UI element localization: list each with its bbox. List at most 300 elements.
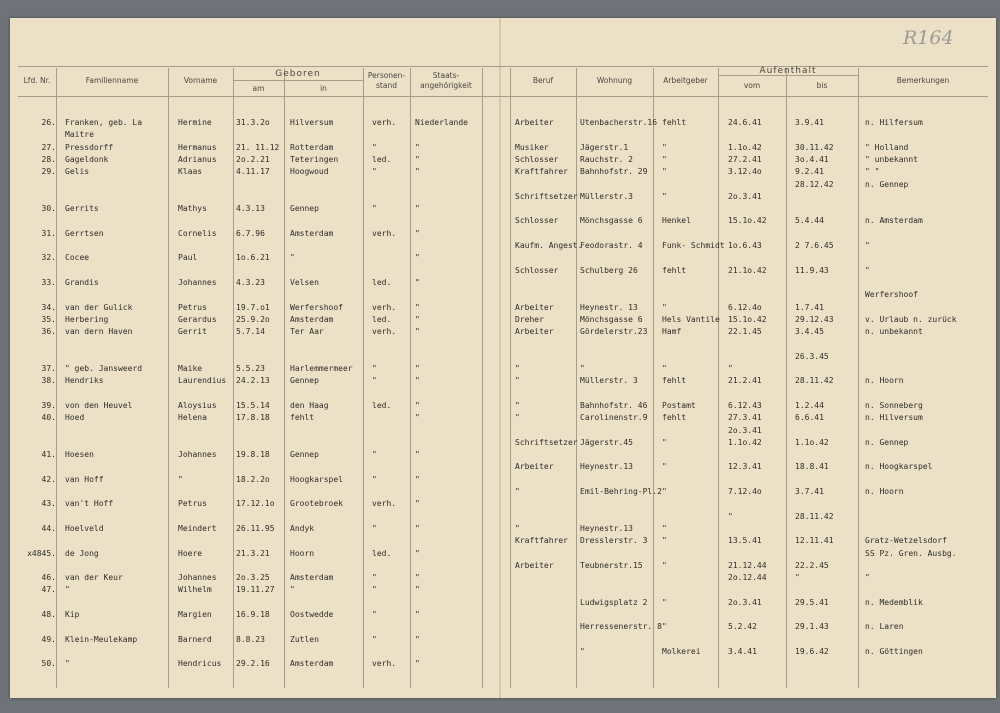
cell-in: Andyk	[290, 523, 315, 533]
cell-arbeitgeber: "	[662, 437, 667, 447]
cell-arbeitgeber: fehlt	[662, 413, 687, 423]
cell-name: Gelis	[65, 167, 90, 177]
cell-name: von den Heuvel	[65, 400, 133, 410]
cell-vorname: Barnerd	[178, 634, 212, 644]
cell-staat: "	[415, 548, 420, 558]
cell-vom: 5.2.42	[728, 622, 757, 632]
cell-wohnung: Rauchstr. 2	[580, 154, 633, 164]
cell-beruf: "	[515, 523, 520, 533]
cell-wohnung: Emil-Behring-Pl.2	[580, 487, 662, 496]
cell-in: Rotterdam	[290, 142, 334, 152]
cell-wohnung: Feodorastr. 4	[580, 241, 643, 250]
cell-bem: n. Gennep	[865, 437, 909, 447]
header-beruf: Beruf	[532, 76, 554, 85]
cell-bis: 18.8.41	[795, 462, 829, 472]
col-sep	[410, 68, 411, 688]
cell-vorname: Mathys	[178, 204, 207, 214]
cell-stand: verh.	[372, 659, 397, 669]
cell-stand: verh.	[372, 499, 397, 509]
cell-vom: 6.12.43	[728, 400, 762, 410]
cell-staat: "	[415, 253, 420, 263]
cell-arbeitgeber: "	[662, 191, 667, 201]
cell-arbeitgeber: "	[662, 167, 667, 177]
cell-staat: "	[415, 610, 420, 619]
cell-name: van dern Haven	[65, 327, 133, 337]
cell-nr: 42.	[41, 474, 56, 484]
header-lfd-nr: Lfd. Nr.	[23, 76, 51, 85]
cell-in: Zutlen	[290, 634, 319, 644]
cell-wohnung: Utenbacherstr.16	[580, 118, 658, 127]
cell-nr: 49.	[41, 634, 56, 644]
cell-nr: 43.	[41, 499, 56, 509]
cell-bem: "	[865, 241, 870, 250]
cell-vom: 24.6.41	[728, 118, 762, 127]
cell-vom: 2o.12.44	[728, 573, 767, 583]
cell-bis: 5.4.44	[795, 216, 824, 226]
cell-bem: n. Hoorn	[865, 376, 904, 386]
cell-nr: 31.	[41, 228, 56, 238]
cell-arbeitgeber: "	[662, 302, 667, 312]
cell-stand: "	[372, 376, 377, 386]
cell-staat: "	[415, 142, 420, 152]
col-sep	[168, 68, 169, 688]
cell-in: Hoogwoud	[290, 167, 329, 177]
cell-bem: n. Hoogkarspel	[865, 462, 933, 472]
cell-vom: 21.2.41	[728, 376, 762, 386]
cell-nr: 48.	[41, 610, 56, 619]
cell-vom: 15.1o.42	[728, 314, 767, 324]
cell-nr: 44.	[41, 523, 56, 533]
cell-arbeitgeber: "	[662, 462, 667, 472]
cell-wohnung: Gördelerstr.23	[580, 327, 648, 337]
cell-in: Hilversum	[290, 118, 334, 127]
cell-staat: "	[415, 327, 420, 337]
cell-nr: 36.	[41, 327, 56, 337]
cell-staat: "	[415, 585, 420, 595]
cell-staat: "	[415, 376, 420, 386]
cell-am: 8.8.23	[236, 634, 265, 644]
cell-bis: 3.4.45	[795, 327, 824, 337]
cell-staat: "	[415, 413, 420, 423]
header-arbeitgeber: Arbeitgeber	[663, 76, 708, 85]
cell-bis: 19.6.42	[795, 646, 829, 656]
cell-nr: 30.	[41, 204, 56, 214]
cell-beruf: Musiker	[515, 142, 549, 152]
cell-beruf: Arbeiter	[515, 302, 554, 312]
cell-bis: 2 7.6.45	[795, 241, 834, 250]
col-sep	[576, 68, 577, 688]
cell-wohnung: Müllerstr.3	[580, 191, 633, 201]
cell-beruf: "	[515, 487, 520, 496]
cell-vorname: Johannes	[178, 450, 217, 460]
cell-am: 4.3.13	[236, 204, 265, 214]
cell-vom: 22.1.45	[728, 327, 762, 337]
cell-vorname: "	[178, 474, 183, 484]
cell-arbeitgeber: Molkerei	[662, 646, 701, 656]
cell-name: Gerrtsen	[65, 228, 104, 238]
cell-bem: " unbekannt	[865, 154, 918, 164]
cell-beruf: Schriftsetzer	[515, 191, 578, 201]
cell-stand: "	[372, 364, 377, 373]
cell-vorname: Johannes	[178, 573, 217, 583]
cell-beruf: Kraftfahrer	[515, 167, 568, 177]
cell-beruf: Kraftfahrer	[515, 536, 568, 546]
cell-vorname: Cornelis	[178, 228, 217, 238]
cell-staat: "	[415, 474, 420, 484]
cell-vom: 3.4.41	[728, 646, 757, 656]
cell-in: Teteringen	[290, 154, 339, 164]
cell-arbeitgeber: Postamt	[662, 400, 696, 410]
cell-arbeitgeber: "	[662, 487, 667, 496]
cell-vorname: Hermine	[178, 118, 212, 127]
cell-nr: 41.	[41, 450, 56, 460]
cell-staat: "	[415, 573, 420, 583]
cell-vom: "	[728, 364, 733, 373]
cell-wohnung: Heynestr.13	[580, 462, 633, 472]
cell-in: Amsterdam	[290, 314, 334, 324]
cell-vorname: Margien	[178, 610, 212, 619]
cell-in: Velsen	[290, 277, 319, 287]
cell-bis: 12.11.41	[795, 536, 834, 546]
cell-vorname: Meindert	[178, 523, 217, 533]
cell-nr: 37.	[41, 364, 56, 373]
cell-wohnung: Müllerstr. 3	[580, 376, 638, 386]
header-personenstand-2: stand	[376, 81, 397, 90]
cell-bis: 6.6.41	[795, 413, 824, 423]
cell-am: 5.5.23	[236, 364, 265, 373]
cell-in: Oostwedde	[290, 610, 334, 619]
cell-stand: verh.	[372, 118, 397, 127]
col-sep	[233, 68, 234, 688]
cell-in: Amsterdam	[290, 228, 334, 238]
cell-stand: led.	[372, 277, 392, 287]
col-sep	[653, 68, 654, 688]
cell-arbeitgeber: "	[662, 523, 667, 533]
cell-bis: 29.1.43	[795, 622, 829, 632]
cell-bis: 29.5.41	[795, 597, 829, 607]
cell-vorname: Helena	[178, 413, 207, 423]
cell-bem: Gratz-Wetzelsdorf	[865, 536, 947, 546]
cell-beruf: Schlosser	[515, 216, 559, 226]
cell-vorname: Gerardus	[178, 314, 217, 324]
cell-in: Werfershoof	[290, 302, 343, 312]
cell-nr: 46.	[41, 573, 56, 583]
cell-staat: "	[415, 314, 420, 324]
cell-in: Amsterdam	[290, 659, 334, 669]
cell-vorname: Hoere	[178, 548, 203, 558]
cell-stand: "	[372, 523, 377, 533]
cell-vorname: Gerrit	[178, 327, 207, 337]
cell-stand: verh.	[372, 228, 397, 238]
cell-am: 2o.3.25	[236, 573, 270, 583]
cell-name: "	[65, 659, 70, 669]
cell-arbeitgeber: "	[662, 536, 667, 546]
cell-am: 16.9.18	[236, 610, 270, 619]
cell-am: 4.11.17	[236, 167, 270, 177]
cell-stand: "	[372, 474, 377, 484]
cell-stand: "	[372, 585, 377, 595]
cell-am: 24.2.13	[236, 376, 270, 386]
cell-arbeitgeber: fehlt	[662, 265, 687, 275]
pencil-note: R164	[903, 27, 954, 49]
cell-stand: led.	[372, 314, 392, 324]
cell-vom: 1o.6.43	[728, 241, 762, 250]
cell-bis: 9.2.41	[795, 167, 824, 177]
cell-bis: 1.1o.42	[795, 437, 829, 447]
cell-bem: v. Urlaub n. zurück	[865, 314, 957, 324]
cell-staat: "	[415, 364, 420, 373]
col-sep	[858, 68, 859, 688]
cell-in: Gennep	[290, 204, 319, 214]
cell-arbeitgeber: "	[662, 142, 667, 152]
cell-am: 17.8.18	[236, 413, 270, 423]
cell-vorname: Petrus	[178, 499, 207, 509]
cell-bis: 28.11.42	[795, 376, 834, 386]
cell-stand: "	[372, 573, 377, 583]
col-sep	[786, 68, 787, 688]
cell-am: 19.7.o1	[236, 302, 270, 312]
cell-vom: 27.3.41	[728, 413, 762, 423]
cell-wohnung: Dresslerstr. 3	[580, 536, 648, 546]
cell-am: 25.9.2o	[236, 314, 270, 324]
cell-staat: "	[415, 167, 420, 177]
cell-in: Hoogkarspel	[290, 474, 343, 484]
cell-arbeitgeber: fehlt	[662, 118, 687, 127]
cell-name: Hoesen	[65, 450, 94, 460]
cell-beruf: Arbeiter	[515, 560, 554, 570]
cell-in: "	[290, 585, 295, 595]
cell-stand: verh.	[372, 327, 397, 337]
cell-name: Cocee	[65, 253, 90, 263]
cell-staat: "	[415, 302, 420, 312]
cell-vorname: Petrus	[178, 302, 207, 312]
cell-name: Grandis	[65, 277, 99, 287]
cell-arbeitgeber: fehlt	[662, 376, 687, 386]
cell-stand: "	[372, 450, 377, 460]
cell-arbeitgeber: "	[662, 560, 667, 570]
cell-arbeitgeber: "	[662, 364, 667, 373]
cell-bem: n. Sonneberg	[865, 400, 923, 410]
cell-vom: 2o.3.41	[728, 425, 762, 435]
cell-nr: 40.	[41, 413, 56, 423]
cell-vom: 7.12.4o	[728, 487, 762, 496]
cell-name: " geb. Jansweerd	[65, 364, 143, 373]
page-fold	[499, 18, 501, 698]
cell-bis: 29.12.43	[795, 314, 834, 324]
cell-staat: "	[415, 154, 420, 164]
cell-bem: "	[865, 573, 870, 583]
header-familienname: Familienname	[85, 76, 139, 85]
header-staats-1: Staats-	[432, 71, 460, 80]
cell-wohnung: "	[580, 364, 585, 373]
cell-vorname: Maike	[178, 364, 203, 373]
cell-beruf: Kaufm. Angest.	[515, 241, 583, 250]
cell-name: Gageldonk	[65, 154, 109, 164]
cell-beruf: "	[515, 376, 520, 386]
cell-am: 19.8.18	[236, 450, 270, 460]
cell-in: Amsterdam	[290, 573, 334, 583]
cell-staat: "	[415, 523, 420, 533]
cell-vom: 2o.3.41	[728, 597, 762, 607]
cell-vom: 3.12.4o	[728, 167, 762, 177]
cell-bem: " Holland	[865, 142, 909, 152]
cell-beruf: Arbeiter	[515, 118, 554, 127]
cell-vom: 27.2.41	[728, 154, 762, 164]
cell-am: 6.7.96	[236, 228, 265, 238]
cell-in: Harlemmermeer	[290, 364, 353, 373]
cell-bis: 28.11.42	[795, 511, 834, 521]
cell-nr: 27.	[41, 142, 56, 152]
document-sheet	[10, 18, 996, 698]
cell-vorname: Paul	[178, 253, 198, 263]
cell-arbeitgeber: Henkel	[662, 216, 691, 226]
cell-beruf: Schlosser	[515, 154, 559, 164]
cell-wohnung: Ludwigsplatz 2	[580, 597, 648, 607]
cell-vom: 21.1o.42	[728, 265, 767, 275]
cell-in: "	[290, 253, 295, 263]
cell-bis: 28.12.42	[795, 179, 834, 189]
cell-bem: SS Pz. Gren. Ausbg.	[865, 548, 957, 558]
col-sep	[482, 68, 483, 688]
cell-vom: 13.5.41	[728, 536, 762, 546]
cell-bis: 3.7.41	[795, 487, 824, 496]
cell-name: van't Hoff	[65, 499, 114, 509]
cell-vom: 12.3.41	[728, 462, 762, 472]
cell-stand: "	[372, 634, 377, 644]
cell-bem: n. Hoorn	[865, 487, 904, 496]
cell-beruf: "	[515, 413, 520, 423]
cell-staat: "	[415, 659, 420, 669]
cell-bis: 1.7.41	[795, 302, 824, 312]
cell-wohnung: Mönchsgasse 6	[580, 216, 643, 226]
cell-wohnung: "	[580, 646, 585, 656]
cell-bis: 22.2.45	[795, 560, 829, 570]
cell-nr: 38.	[41, 376, 56, 386]
cell-vorname: Adrianus	[178, 154, 217, 164]
cell-name: van Hoff	[65, 474, 104, 484]
header-geboren: Geboren	[275, 69, 321, 79]
cell-name: Pressdorff	[65, 142, 114, 152]
cell-stand: "	[372, 167, 377, 177]
header-bemerkungen: Bemerkungen	[896, 76, 950, 85]
cell-am: 1o.6.21	[236, 253, 270, 263]
cell-wohnung: Heynestr.13	[580, 523, 633, 533]
cell-arbeitgeber: "	[662, 597, 667, 607]
cell-name: Maitre	[65, 130, 94, 140]
cell-am: 17.12.1o	[236, 499, 275, 509]
cell-am: 21. 11.12	[236, 142, 280, 152]
cell-wohnung: Jägerstr.45	[580, 437, 633, 447]
cell-in: Grootebroek	[290, 499, 343, 509]
cell-vorname: Hermanus	[178, 142, 217, 152]
cell-am: 19.11.27	[236, 585, 275, 595]
cell-vorname: Hendricus	[178, 659, 222, 669]
cell-bis: "	[795, 573, 800, 583]
cell-bis: 1.2.44	[795, 400, 824, 410]
cell-beruf: "	[515, 400, 520, 410]
cell-vom: 1.1o.42	[728, 142, 762, 152]
cell-wohnung: Herressenerstr. 8	[580, 622, 662, 632]
cell-arbeitgeber: Hels Vantile	[662, 314, 720, 324]
cell-wohnung: Jägerstr.1	[580, 142, 629, 152]
cell-name: Hendriks	[65, 376, 104, 386]
header-bis: bis	[816, 81, 828, 90]
header-vom: vom	[743, 81, 761, 90]
cell-stand: led.	[372, 154, 392, 164]
cell-beruf: Arbeiter	[515, 462, 554, 472]
cell-am: 2o.2.21	[236, 154, 270, 164]
cell-name: Franken, geb. La	[65, 118, 143, 127]
cell-staat: "	[415, 400, 420, 410]
header-bottom-line	[18, 96, 988, 97]
cell-name: Klein-Meulekamp	[65, 634, 138, 644]
cell-name: van der Keur	[65, 573, 123, 583]
cell-name: "	[65, 585, 70, 595]
cell-vom: 1.1o.42	[728, 437, 762, 447]
cell-nr: 32.	[41, 253, 56, 263]
cell-nr: 26.	[41, 118, 56, 127]
cell-vom: 2o.3.41	[728, 191, 762, 201]
cell-stand: "	[372, 610, 377, 619]
cell-bem: n. Hilversum	[865, 413, 923, 423]
cell-nr: 35.	[41, 314, 56, 324]
header-in: in	[320, 84, 327, 93]
cell-vorname: Klaas	[178, 167, 203, 177]
cell-vom: 15.1o.42	[728, 216, 767, 226]
cell-bem: n. Gennep	[865, 179, 909, 189]
cell-am: 18.2.2o	[236, 474, 270, 484]
cell-vom: 6.12.4o	[728, 302, 762, 312]
cell-bis: 11.9.43	[795, 265, 829, 275]
header-staats-2: angehörigkeit	[420, 81, 472, 90]
header-wohnung: Wohnung	[596, 76, 633, 85]
cell-name: de Jong	[65, 548, 99, 558]
cell-bis: 3.9.41	[795, 118, 824, 127]
cell-arbeitgeber: Funk- Schmidt	[662, 241, 725, 250]
cell-am: 4.3.23	[236, 277, 265, 287]
cell-wohnung: Schulberg 26	[580, 265, 638, 275]
cell-bis: 30.11.42	[795, 142, 834, 152]
header-aufenthalt: Aufenthalt	[759, 66, 817, 76]
cell-vom: "	[728, 511, 733, 521]
cell-bem: n. Hilfersum	[865, 118, 923, 127]
cell-in: fehlt	[290, 413, 315, 423]
cell-nr: 34.	[41, 302, 56, 312]
cell-stand: led.	[372, 400, 392, 410]
cell-vorname: Wilhelm	[178, 585, 212, 595]
cell-stand: led.	[372, 548, 392, 558]
cell-nr: 28.	[41, 154, 56, 164]
cell-staat: "	[415, 277, 420, 287]
cell-name: Hoelveld	[65, 523, 104, 533]
col-sep	[363, 68, 364, 688]
cell-nr: x4845.	[27, 548, 56, 558]
cell-vorname: Johannes	[178, 277, 217, 287]
cell-in: Gennep	[290, 450, 319, 460]
cell-arbeitgeber: "	[662, 154, 667, 164]
cell-in: Hoorn	[290, 548, 315, 558]
cell-staat: "	[415, 204, 420, 214]
cell-arbeitgeber: Hamf	[662, 327, 682, 337]
cell-wohnung: Mönchsgasse 6	[580, 314, 643, 324]
cell-staat: "	[415, 634, 420, 644]
col-sep	[718, 68, 719, 688]
cell-beruf: Schriftsetzer	[515, 437, 578, 447]
cell-wohnung: Bahnhofstr. 29	[580, 167, 648, 177]
cell-beruf: Arbeiter	[515, 327, 554, 337]
cell-bis: 3o.4.41	[795, 154, 829, 164]
cell-am: 5.7.14	[236, 327, 265, 337]
